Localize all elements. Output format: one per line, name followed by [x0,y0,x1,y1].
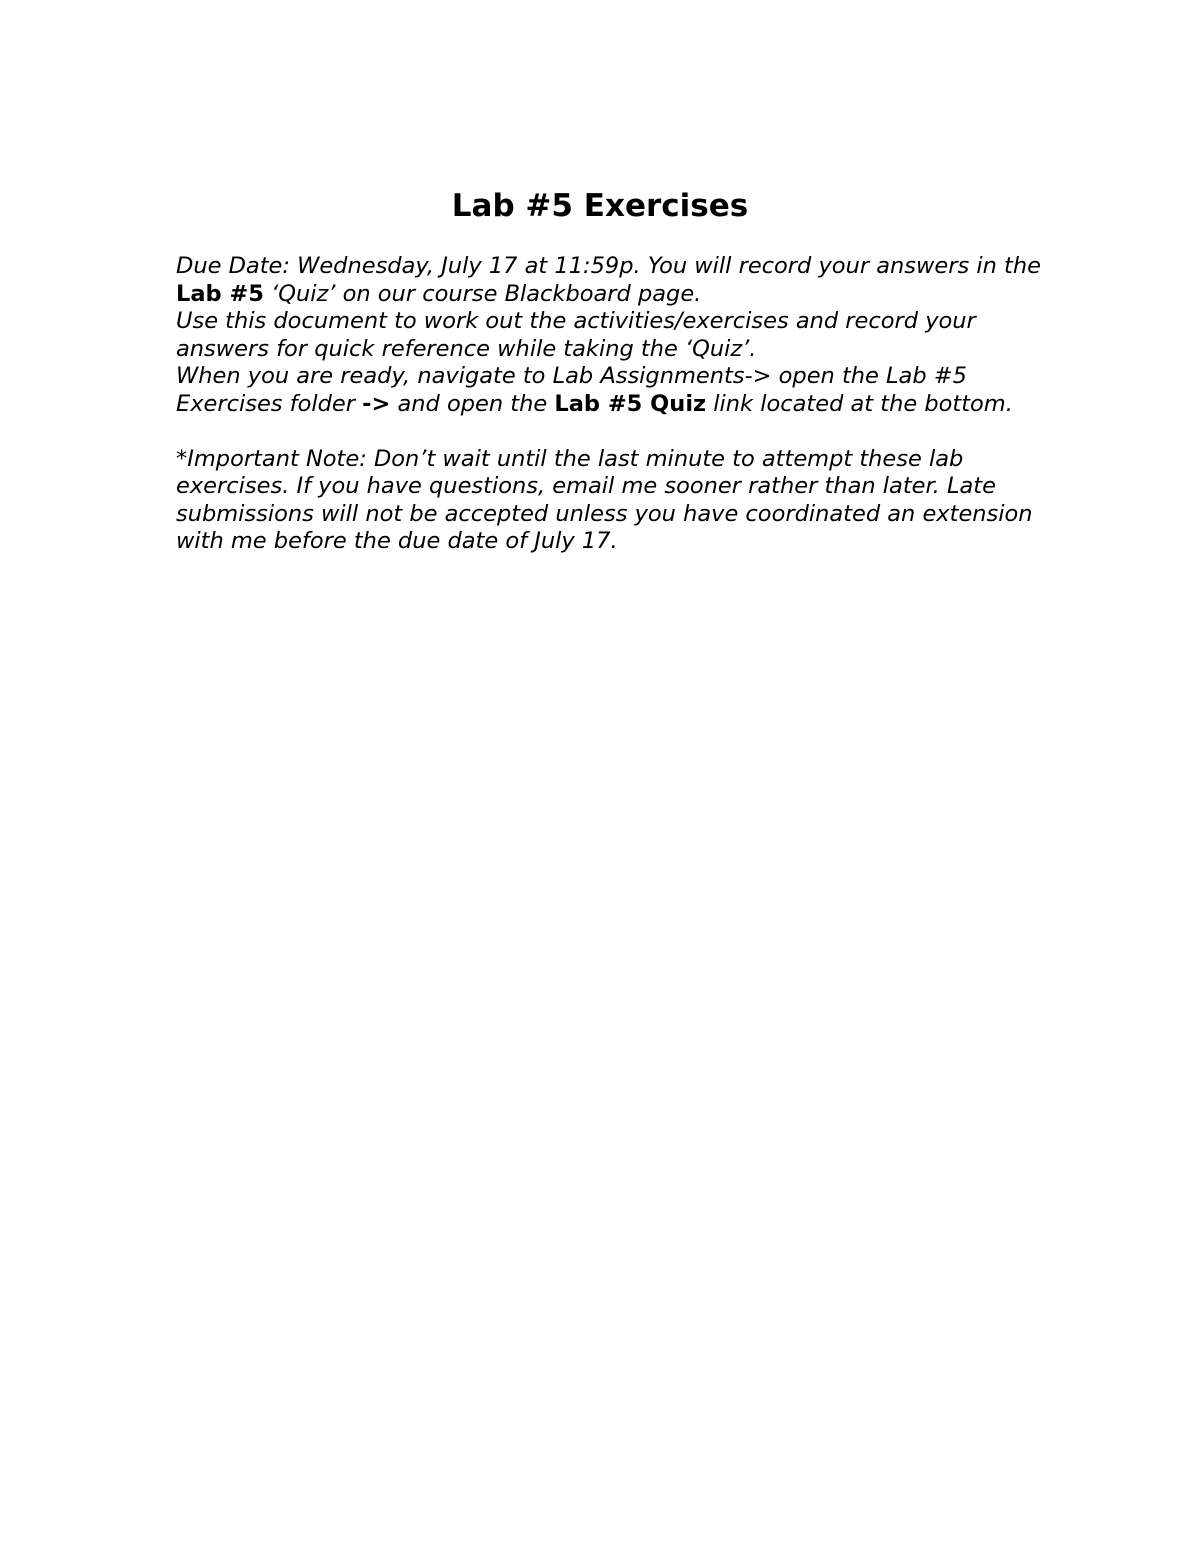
navigation-arrow-bold: -> [362,390,391,417]
navigation-paragraph [176,363,1046,418]
navigation-open-text: and open the [390,390,555,417]
navigation-end-text: link located at the bottom. [706,390,1013,417]
lab-name-bold: Lab #5 [176,280,264,307]
due-date-text: Due Date: Wednesday, July 17 at 11:59p. You will record your answers in the [176,253,1041,279]
page-title: Lab #5 Exercises [451,188,749,224]
quiz-link-name-bold: Lab #5 Quiz [554,390,707,417]
document-body [176,253,1046,556]
usage-paragraph: Use this document to work out the activities/exercises and record your answers for quick reference while taking the ‘Quiz’. [176,308,976,362]
quiz-location-text: ‘Quiz’ on our course Blackboard page. [263,280,702,307]
paragraph-spacer [176,418,1046,446]
important-note-paragraph: *Important Note: Don’t wait until the last minute to attempt these lab exercises. If you have questions, email me sooner rather than later. Late submissions will not be accepted unless you have coordinated an extension with me before the due date of July 17. [176,445,1033,554]
due-date-paragraph [176,253,1046,308]
navigation-text: When you are ready, navigate to Lab Assignments-> open the Lab #5 Exercises folder [176,363,967,417]
